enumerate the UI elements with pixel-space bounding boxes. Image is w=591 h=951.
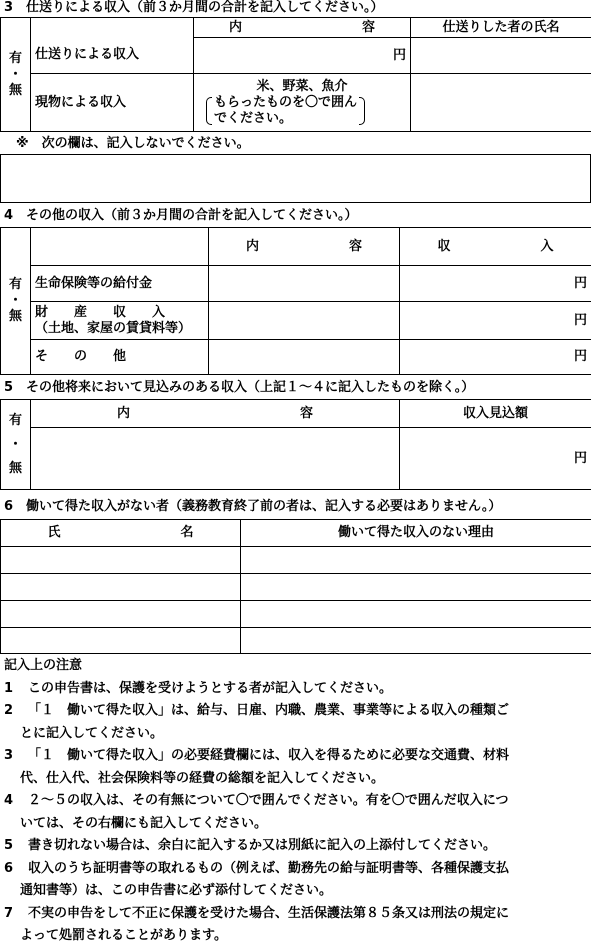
instruction-text: とに記入してください。 <box>20 725 164 741</box>
instruction-item <box>4 790 587 835</box>
future-income-amount[interactable]: 円 <box>400 428 591 490</box>
instruction-item <box>4 678 587 701</box>
section3-title: 3 仕送りによる収入（前３か月間の合計を記入してください。） <box>4 0 384 15</box>
umu-marker[interactable]: 有 ・ 無 <box>1 228 31 375</box>
instruction-text: この申告書は、保護を受けようとする者が記入してください。 <box>28 680 393 696</box>
instruction-number: 7 <box>4 905 14 921</box>
note-box-label: ※ 次の欄は、記入しないでください。 <box>16 136 250 151</box>
instruction-text: 不実の申告をして不正に保護を受けた場合、生活保護法第８５条又は刑法の規定に <box>28 905 510 921</box>
instruction-text: 「１ 働いて得た収入」は、給与、日雇、内職、農業、事業等による収入の種類ご <box>28 703 510 718</box>
instruction-item <box>4 858 587 903</box>
section4-table <box>0 227 591 375</box>
section5-title: 5 その他将来において見込みのある収入（上記１～４に記入したものを除く。） <box>4 380 475 395</box>
col-income-header: 収 入 <box>400 228 591 266</box>
reason-field[interactable] <box>241 574 591 601</box>
instruction-number: 4 <box>4 793 14 808</box>
instruction-text: 書き切れない場合は、余白に記入するか又は別紙に記入の上添付してください。 <box>28 838 497 853</box>
name-field[interactable] <box>1 547 241 574</box>
row-other-amount[interactable]: 円 <box>400 340 591 375</box>
instruction-text: 通知書等）は、この申告書に必ず添付してください。 <box>20 883 333 898</box>
col-content-header: 内 容 <box>209 228 400 266</box>
row-remittance-sender[interactable] <box>411 38 591 74</box>
col-sender-header: 仕送りした者の氏名 <box>411 18 591 38</box>
col-name-header: 氏 名 <box>1 520 241 547</box>
instruction-text: いては、その右欄にも記入してください。 <box>20 815 268 831</box>
future-income-content[interactable] <box>31 428 400 490</box>
row-inkind-content[interactable]: 米、野菜、魚介 もらったものを〇で囲ん でください。 <box>194 74 411 132</box>
inkind-bracket: もらったものを〇で囲ん でください。 <box>206 95 365 127</box>
section4-title: 4 その他の収入（前３か月間の合計を記入してください。） <box>4 208 358 223</box>
instructions <box>4 655 587 948</box>
umu-marker[interactable]: 有 ・ 無 <box>1 400 31 490</box>
section6-table <box>0 519 591 654</box>
col-reason-header: 働いて得た収入のない理由 <box>241 520 591 547</box>
instruction-item <box>4 903 587 948</box>
instruction-number: 3 <box>4 748 14 763</box>
name-field[interactable] <box>1 601 241 628</box>
section3-table <box>0 17 591 132</box>
row-property-label: 財 産 収 入 （土地、家屋の賃貸料等） <box>31 302 209 340</box>
instruction-number: 2 <box>4 703 14 718</box>
row-insurance-label: 生命保険等の給付金 <box>31 266 209 302</box>
row-other-label: そ の 他 <box>31 340 209 375</box>
instruction-text: 収入のうち証明書等の取れるもの（例えば、勤務先の給与証明書等、各種保護支払 <box>28 860 510 876</box>
row-insurance-amount[interactable]: 円 <box>400 266 591 302</box>
col-content-header: 内 容 <box>31 400 400 428</box>
col-estimate-header: 収入見込額 <box>400 400 591 428</box>
row-inkind-sender[interactable] <box>411 74 591 132</box>
row-remittance-label: 仕送りによる収入 <box>31 38 194 74</box>
instructions-heading: 記入上の注意 <box>4 658 83 673</box>
instruction-item <box>4 835 587 858</box>
reason-field[interactable] <box>241 547 591 574</box>
row-property-content[interactable] <box>209 302 400 340</box>
do-not-fill-box <box>0 154 591 203</box>
instruction-text: ２～５の収入は、その有無について〇で囲んでください。有を〇で囲んだ収入につ <box>28 793 509 808</box>
reason-field[interactable] <box>241 628 591 654</box>
row-property-amount[interactable]: 円 <box>400 302 591 340</box>
instruction-text: 代、仕入代、社会保険料等の経費の総額を記入してください。 <box>20 770 385 786</box>
row-inkind-label: 現物による収入 <box>31 74 194 132</box>
umu-marker[interactable]: 有 ・ 無 <box>1 18 31 132</box>
instruction-text: よって処罰されることがあります。 <box>20 928 227 943</box>
instruction-item <box>4 745 587 790</box>
row-insurance-content[interactable] <box>209 266 400 302</box>
row-remittance-amount[interactable]: 円 <box>194 38 411 74</box>
instruction-text: 「１ 働いて得た収入」の必要経費欄には、収入を得るために必要な交通費、材料 <box>28 748 510 763</box>
instruction-number: 6 <box>4 860 14 876</box>
instruction-number: 5 <box>4 838 14 853</box>
reason-field[interactable] <box>241 601 591 628</box>
col-content-header: 内 容 <box>194 18 411 38</box>
section6-title: 6 働いて得た収入がない者（義務教育終了前の者は、記入する必要はありません。） <box>4 499 502 514</box>
name-field[interactable] <box>1 628 241 654</box>
instruction-number: 1 <box>4 680 14 696</box>
instruction-item <box>4 700 587 745</box>
name-field[interactable] <box>1 574 241 601</box>
row-other-content[interactable] <box>209 340 400 375</box>
section5-table <box>0 399 591 490</box>
